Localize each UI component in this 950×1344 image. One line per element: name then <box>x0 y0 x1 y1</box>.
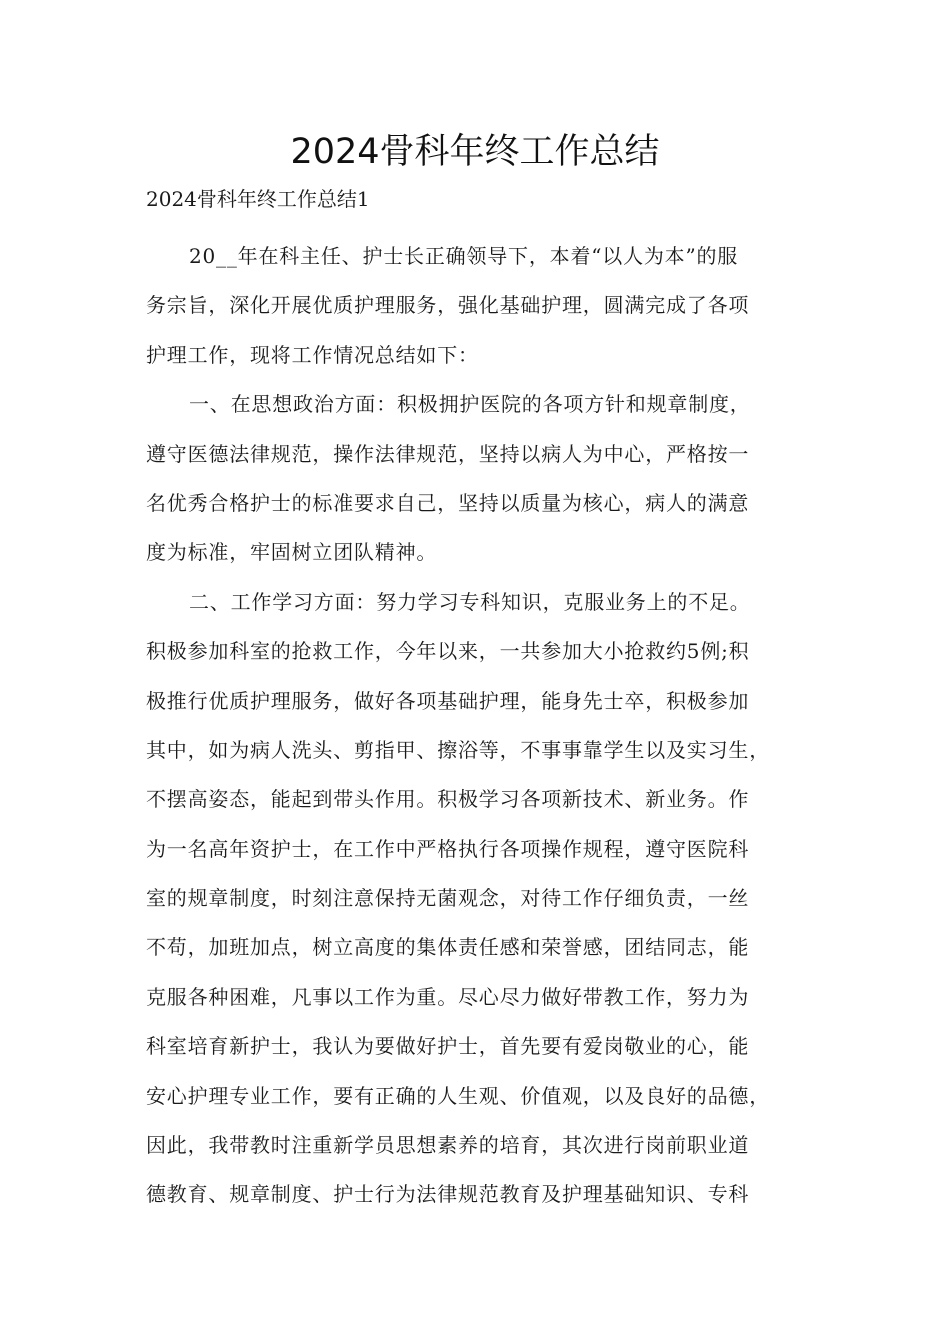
text-line: 极推行优质护理服务，做好各项基础护理，能身先士卒，积极参加 <box>146 688 750 713</box>
text-line: 克服各种困难，凡事以工作为重。尽心尽力做好带教工作，努力为 <box>146 984 750 1009</box>
text-line: 不摆高姿态，能起到带头作用。积极学习各项新技术、新业务。作 <box>146 787 750 812</box>
text-line: 德教育、规章制度、护士行为法律规范教育及护理基础知识、专科 <box>146 1182 750 1207</box>
text-line: 为一名高年资护士，在工作中严格执行各项操作规程，遵守医院科 <box>146 836 750 861</box>
section-subtitle: 2024骨科年终工作总结1 <box>146 187 370 211</box>
text-line: 一、在思想政治方面：积极拥护医院的各项方针和规章制度， <box>189 392 751 417</box>
text-line: 因此，我带教时注重新学员思想素养的培育，其次进行岗前职业道 <box>146 1133 750 1158</box>
text-line: 务宗旨，深化开展优质护理服务，强化基础护理，圆满完成了各项 <box>146 293 750 318</box>
text-line: 科室培育新护士，我认为要做好护士，首先要有爱岗敬业的心，能 <box>146 1034 750 1059</box>
text-line: 其中，如为病人洗头、剪指甲、擦浴等，不事事靠学生以及实习生， <box>146 737 770 762</box>
text-line: 名优秀合格护士的标准要求自己，坚持以质量为核心，病人的满意 <box>146 490 750 515</box>
text-line: 度为标准，牢固树立团队精神。 <box>146 540 438 565</box>
text-line: 室的规章制度，时刻注意保持无菌观念，对待工作仔细负责，一丝 <box>146 886 750 911</box>
text-line: 20__年在科主任、护士长正确领导下，本着“以人为本”的服 <box>189 244 739 268</box>
text-line: 二、工作学习方面：努力学习专科知识，克服业务上的不足。 <box>189 589 751 614</box>
document-title: 2024骨科年终工作总结 <box>290 132 660 172</box>
text-line: 安心护理专业工作，要有正确的人生观、价值观，以及良好的品德， <box>146 1083 770 1108</box>
text-line: 遵守医德法律规范，操作法律规范，坚持以病人为中心，严格按一 <box>146 441 750 466</box>
document-body <box>146 232 806 1220</box>
text-line: 不苟，加班加点，树立高度的集体责任感和荣誉感，团结同志，能 <box>146 935 750 960</box>
text-line: 积极参加科室的抢救工作，今年以来，一共参加大小抢救约5例;积 <box>146 639 750 664</box>
text-line: 护理工作，现将工作情况总结如下： <box>146 342 479 367</box>
